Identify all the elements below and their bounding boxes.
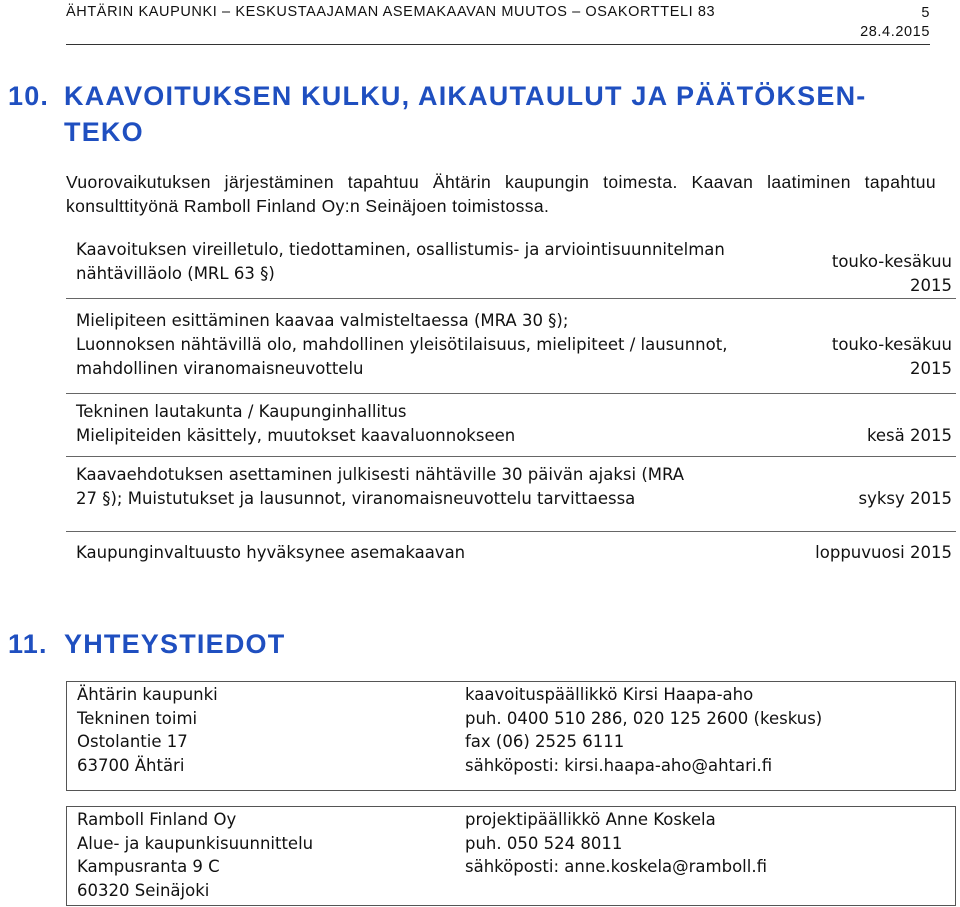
section-10-heading [8,78,918,150]
schedule-row [66,394,956,457]
header-page-info [860,4,930,42]
contact-line: 60320 Seinäjoki [77,880,210,900]
section-10-title-line2: TEKO [64,117,144,147]
contact-box-ramboll [66,806,956,906]
contact-email: sähköposti: kirsi.haapa-aho@ahtari.fi [465,755,773,775]
contact-phone: puh. 050 524 8011 [465,833,623,853]
schedule-row-line: nähtävilläolo (MRL 63 §) [76,264,275,283]
schedule-table [66,232,956,576]
schedule-date-line: 2015 [910,276,952,295]
schedule-row-line-with-date [76,424,956,448]
contact-line: Ramboll Finland Oy [77,810,237,829]
schedule-row [66,457,956,532]
schedule-row-line: Tekninen lautakunta / Kaupunginhallitus [76,402,407,421]
schedule-row-date: syksy 2015 [858,489,952,508]
section-11-heading [8,626,285,662]
header-title: ÄHTÄRIN KAUPUNKI – KESKUSTAAJAMAN ASEMAKAAVAN MUUTOS – OSAKORTTELI 83 [66,4,716,20]
schedule-row-line: Mielipiteen esittäminen kaavaa valmisteltaessa (MRA 30 §); [76,311,569,330]
schedule-row-line: 27 §); Muistutukset ja lausunnot, viranomaisneuvottelu tarvittaessa [76,489,636,508]
schedule-date-line: touko-kesäkuu [831,335,952,354]
header-rule [66,44,930,45]
schedule-row-line: Mielipiteiden käsittely, muutokset kaavaluonnokseen [76,426,516,445]
schedule-row-text [66,299,796,381]
contact-line: Ähtärin kaupunki [77,685,218,704]
schedule-row-line: mahdollinen viranomaisneuvottelu [76,359,364,378]
schedule-row-line: Kaavaehdotuksen asettaminen julkisesti nähtäville 30 päivän ajaksi (MRA [76,465,685,484]
contact-address [77,808,313,902]
contact-email: sähköposti: anne.koskela@ramboll.fi [465,857,767,876]
schedule-row-text [66,532,956,565]
section-10-intro: Vuorovaikutuksen järjestäminen tapahtuu Ähtärin kaupungin toimesta. Kaavan laatiminen tapahtuu konsulttityönä Ramboll Finland Oy:n Seinäjoen toimistossa. [66,172,936,216]
schedule-row-line-with-date [76,487,956,511]
contact-line: projektipäällikkö Anne Koskela [465,810,716,829]
contact-line: kaavoituspäällikkö Kirsi Haapa-aho [465,685,754,704]
schedule-row-line-with-date [76,541,956,565]
schedule-row [66,532,956,576]
schedule-row [66,299,956,394]
schedule-row-line: Luonnoksen nähtävillä olo, mahdollinen yleisötilaisuus, mielipiteet / lausunnot, [76,335,728,354]
contact-line: Ostolantie 17 [77,732,188,751]
section-11-number: 11. [8,629,48,659]
contact-phone: puh. 0400 510 286, 020 125 2600 (keskus) [465,708,823,728]
schedule-date-line: touko-kesäkuu [831,252,952,271]
page-header [66,4,930,38]
schedule-row [66,232,956,299]
section-10-title-line1: KAAVOITUKSEN KULKU, AIKAUTAULUT JA PÄÄTÖKSEN- [64,81,867,111]
contact-box-ahtari [66,681,956,791]
schedule-row-date [832,333,952,381]
contact-line: Tekninen toimi [77,708,198,728]
section-10-number: 10. [8,81,50,111]
schedule-row-text [66,394,956,448]
schedule-row-date: loppuvuosi 2015 [815,543,952,562]
schedule-row-text [66,457,956,511]
schedule-row-date: kesä 2015 [866,426,952,445]
contact-line: 63700 Ähtäri [77,755,185,775]
contact-person [465,808,767,879]
schedule-row-text [66,232,796,286]
schedule-row-line: Kaavoituksen vireilletulo, tiedottaminen, osallistumis- ja arviointisuunnitelman [76,240,725,259]
page-number: 5 [921,5,930,21]
schedule-row-line: Kaupunginvaltuusto hyväksynee asemakaavan [76,543,466,562]
contact-person [465,683,822,777]
contact-fax: fax (06) 2525 6111 [465,732,625,751]
schedule-row-date [832,250,952,298]
section-11-title: YHTEYSTIEDOT [64,629,286,659]
header-date: 28.4.2015 [860,24,930,40]
schedule-date-line: 2015 [910,359,952,378]
contact-address [77,683,218,777]
contact-line: Alue- ja kaupunkisuunnittelu [77,833,314,853]
contact-line: Kampusranta 9 C [77,857,220,876]
